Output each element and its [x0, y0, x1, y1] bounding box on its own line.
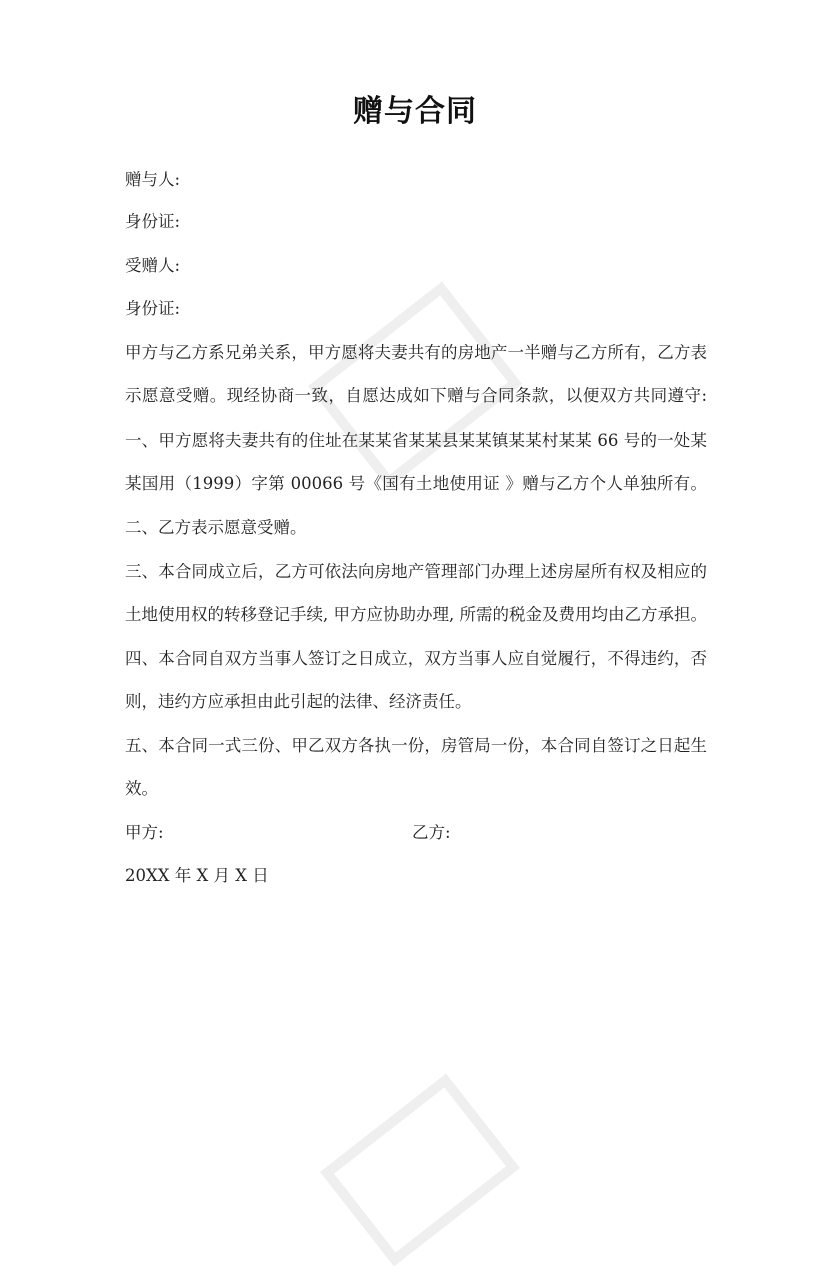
clause-5-line-2: 效。 — [125, 779, 158, 798]
intro-line-1: 甲方与乙方系兄弟关系，甲方愿将夫妻共有的房地产一半赠与乙方所有，乙方表 — [125, 343, 707, 362]
donor-label: 赠与人: — [125, 170, 181, 189]
party-a-signature: 甲方: — [125, 823, 164, 842]
clause-2: 二、乙方表示愿意受赠。 — [125, 518, 307, 537]
clause-5-line-1: 五、本合同一式三份、甲乙双方各执一份，房管局一份，本合同自签订之日起生 — [125, 736, 707, 755]
clause-3-line-2: 土地使用权的转移登记手续, 甲方应协助办理, 所需的税金及费用均由乙方承担。 — [125, 605, 707, 624]
clause-3-line-1: 三、本合同成立后，乙方可依法向房地产管理部门办理上述房屋所有权及相应的 — [125, 562, 707, 581]
donor-id-label: 身份证: — [125, 212, 181, 231]
clause-4-line-1: 四、本合同自双方当事人签订之日成立，双方当事人应自觉履行，不得违约，否 — [125, 649, 707, 668]
intro-line-2: 示愿意受赠。现经协商一致，自愿达成如下赠与合同条款，以便双方共同遵守: — [125, 386, 707, 405]
clause-1-line-1: 一、甲方愿将夫妻共有的住址在某某省某某县某某镇某某村某某 66 号的一处某 — [125, 431, 707, 450]
watermark-bottom — [320, 1090, 500, 1170]
donee-id-label: 身份证: — [125, 299, 181, 318]
party-b-signature: 乙方: — [412, 823, 451, 842]
clause-1-line-2: 某国用（1999）字第 00066 号《国有土地使用证 》赠与乙方个人单独所有。 — [125, 474, 707, 493]
signing-date: 20XX 年 X 月 X 日 — [125, 866, 269, 885]
page-title: 赠与合同 — [353, 94, 477, 129]
donee-label: 受赠人: — [125, 256, 181, 275]
clause-4-line-2: 则，违约方应承担由此引起的法律、经济责任。 — [125, 692, 472, 711]
